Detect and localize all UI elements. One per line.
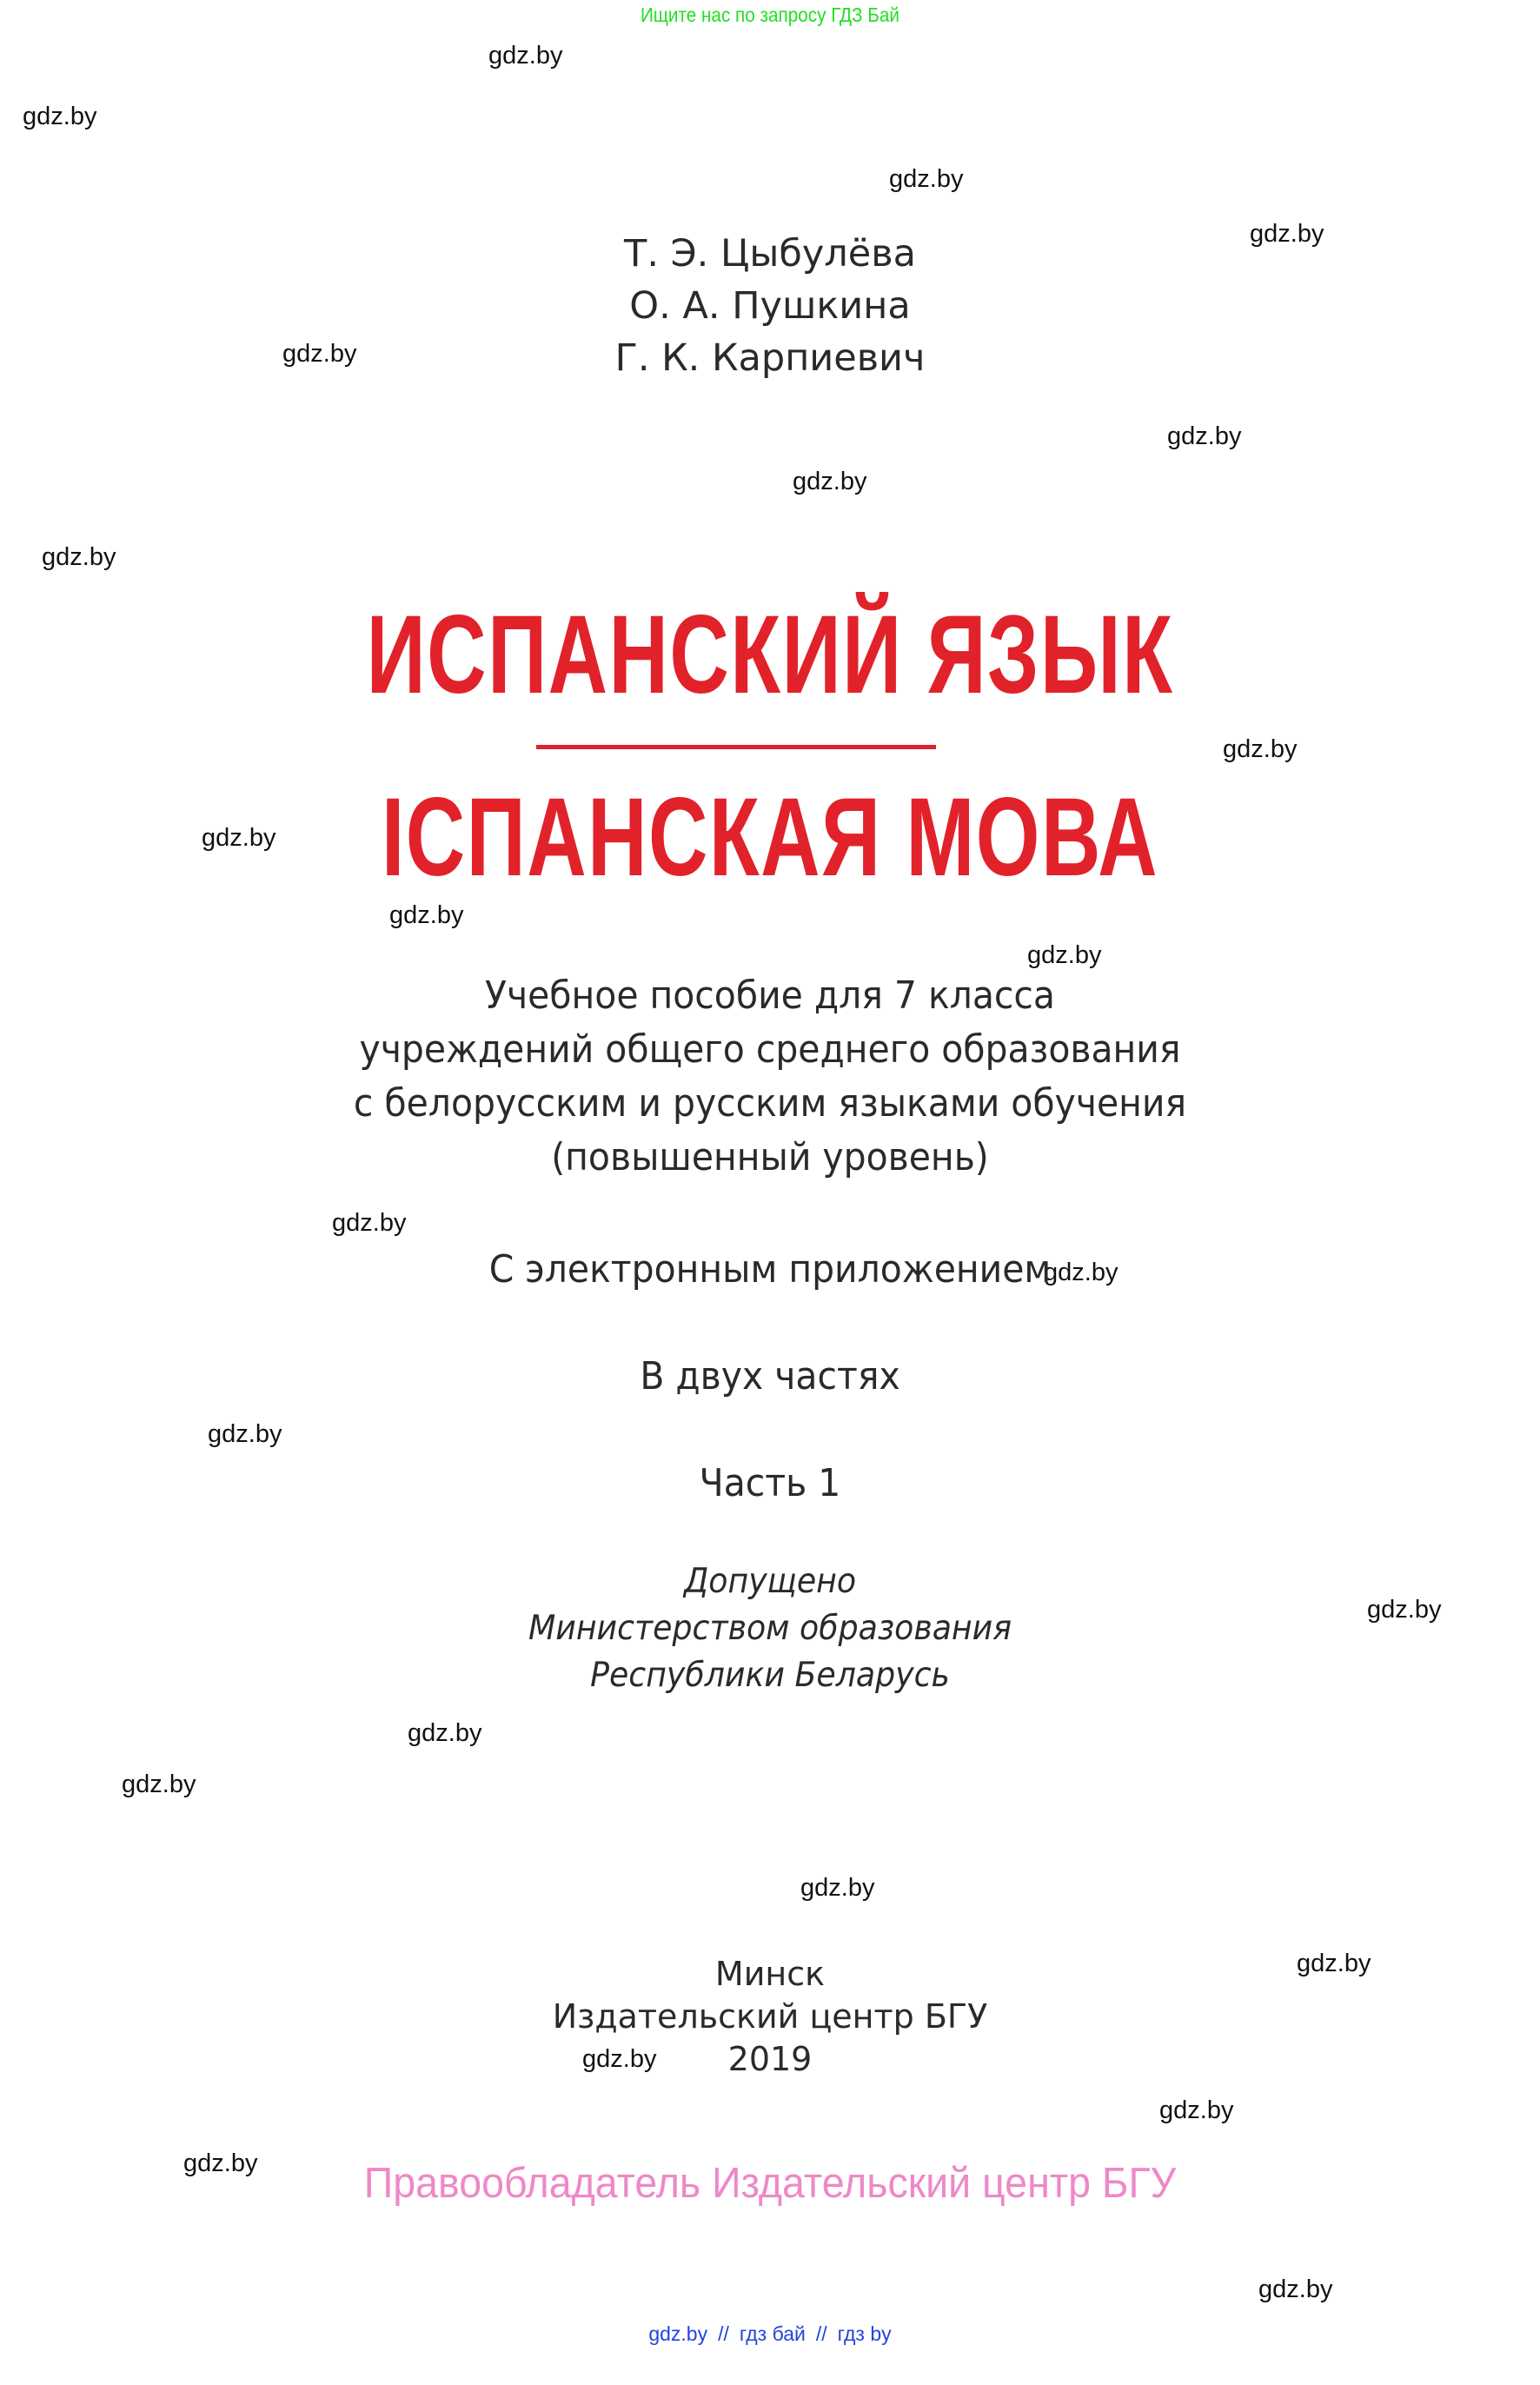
approval-line: Допущено: [683, 1562, 857, 1601]
subtitle-line: учреждений общего среднего образования: [359, 1027, 1181, 1072]
author-name: Т. Э. Цыбулёва: [624, 232, 916, 276]
part-number: Часть 1: [699, 1461, 841, 1505]
watermark: gdz.by: [183, 2149, 258, 2177]
watermark: gdz.by: [889, 165, 964, 193]
publisher-name: Издательский центр БГУ: [552, 1997, 988, 2036]
watermark: gdz.by: [1027, 941, 1102, 969]
watermark: gdz.by: [1167, 422, 1242, 450]
footer-links: [0, 2322, 1540, 2346]
approval-block: [54, 1558, 1486, 1699]
book-title-belarusian: ІСПАНСКАЯ МОВА: [381, 775, 1159, 900]
watermark: gdz.by: [1297, 1950, 1371, 1977]
authors-block: [0, 228, 1540, 384]
watermark: gdz.by: [1159, 2096, 1234, 2124]
subtitle-line: с белорусским и русским языками обучения: [353, 1081, 1187, 1126]
electronic-app-note: С электронным приложением: [488, 1247, 1052, 1292]
title-divider: [536, 745, 936, 749]
watermark: gdz.by: [1367, 1596, 1442, 1624]
approval-line: Министерством образования: [528, 1609, 1012, 1648]
watermark: gdz.by: [1223, 735, 1298, 763]
watermark: gdz.by: [122, 1770, 196, 1798]
watermark: gdz.by: [23, 103, 97, 130]
footer-link-gdz-by-cyr[interactable]: гдз by: [837, 2322, 892, 2345]
watermark: gdz.by: [1258, 2275, 1333, 2303]
author-name: Г. К. Карпиевич: [614, 336, 926, 380]
publisher-block: [0, 1953, 1540, 2081]
watermark: gdz.by: [582, 2045, 657, 2073]
footer-separator: //: [815, 2322, 827, 2345]
watermark: gdz.by: [800, 1874, 875, 1902]
rights-holder-notice: Правообладатель Издательский центр БГУ: [363, 2160, 1177, 2207]
publisher-city: Минск: [714, 1955, 826, 1993]
watermark: gdz.by: [389, 901, 464, 929]
book-title-russian: ИСПАНСКИЙ ЯЗЫК: [366, 593, 1174, 717]
watermark: gdz.by: [408, 1719, 482, 1747]
approval-line: Республики Беларусь: [590, 1656, 950, 1695]
parts-note: В двух частях: [640, 1354, 900, 1398]
subtitle-block: [54, 969, 1486, 1185]
footer-link-gdz-bai[interactable]: гдз бай: [739, 2322, 806, 2345]
author-name: О. А. Пушкина: [629, 284, 911, 328]
watermark: gdz.by: [1250, 220, 1324, 248]
watermark: gdz.by: [332, 1209, 407, 1237]
watermark: gdz.by: [282, 340, 357, 368]
footer-separator: //: [718, 2322, 729, 2345]
watermark: gdz.by: [202, 824, 276, 852]
publication-year: 2019: [727, 2040, 813, 2078]
watermark: gdz.by: [1044, 1259, 1118, 1286]
watermark: gdz.by: [208, 1420, 282, 1448]
watermark: gdz.by: [488, 42, 563, 70]
footer-link-gdz-by[interactable]: gdz.by: [648, 2322, 708, 2345]
subtitle-line: Учебное пособие для 7 класса: [485, 973, 1055, 1018]
watermark: gdz.by: [793, 468, 867, 495]
subtitle-line: (повышенный уровень): [551, 1135, 989, 1179]
watermark: gdz.by: [42, 543, 116, 571]
search-banner: Ищите нас по запросу ГДЗ Бай: [641, 3, 899, 26]
